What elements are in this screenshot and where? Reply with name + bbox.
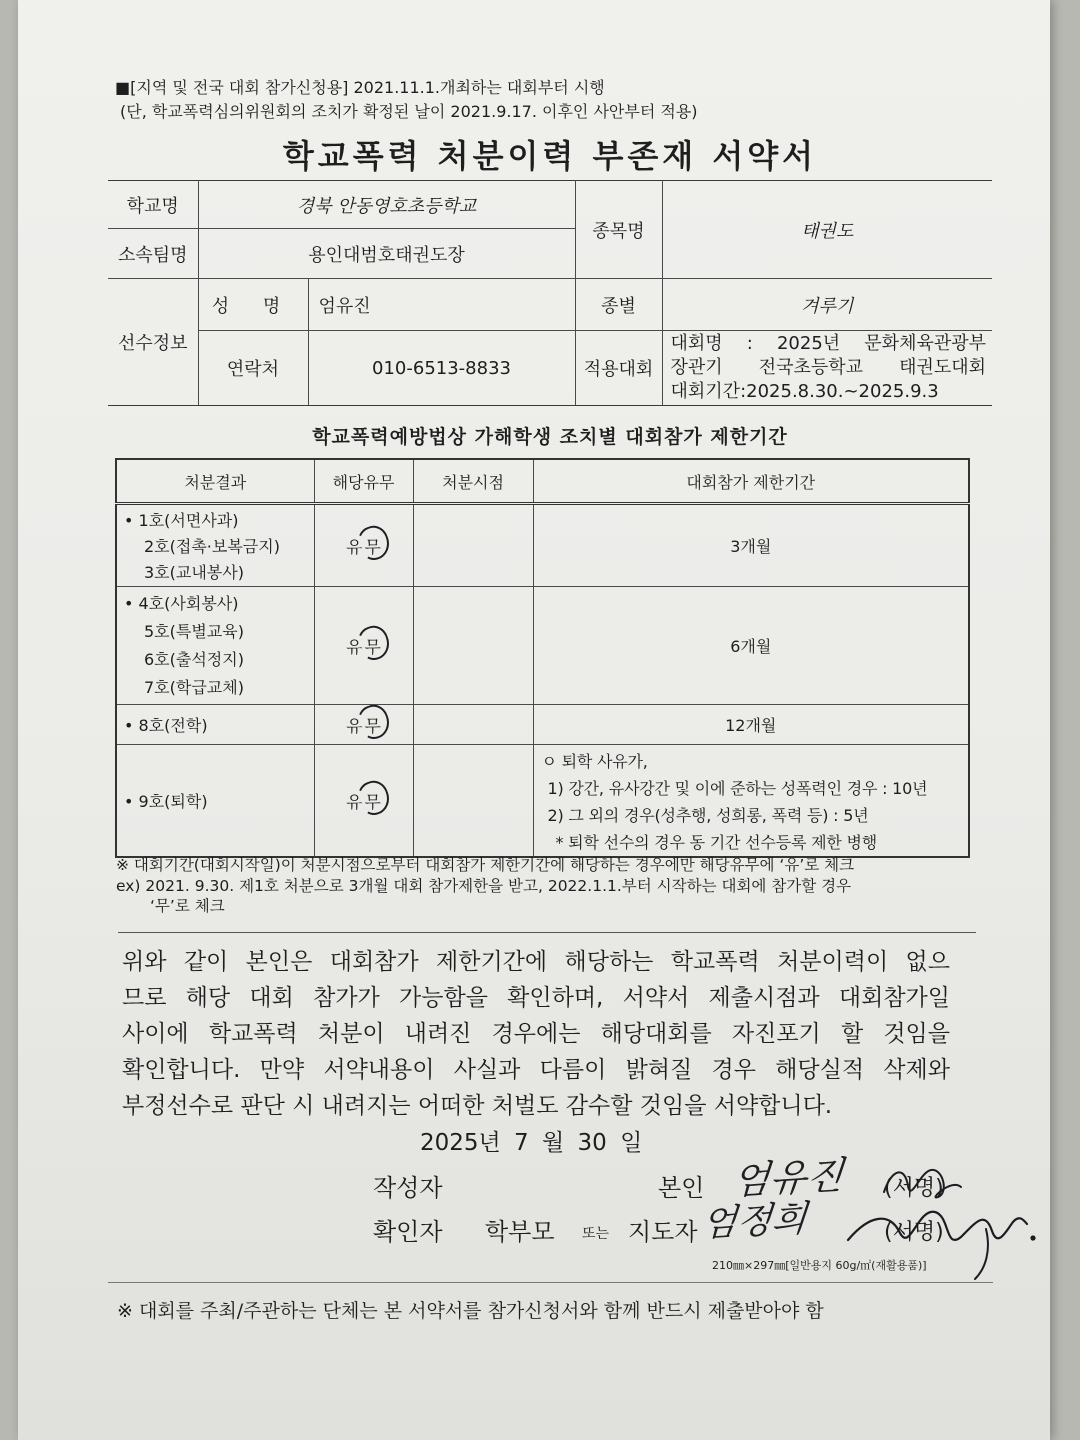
contact-label: 연락처 <box>198 331 308 406</box>
option-yes: 유 <box>346 717 363 737</box>
applicable-options <box>314 587 413 705</box>
table-header-row <box>116 459 969 504</box>
confirmer-label: 확인자 <box>373 1218 443 1246</box>
header-disposition-result: 처분결과 <box>116 459 314 504</box>
selection-circle-mark <box>353 705 394 744</box>
sport-value: 태권도 <box>662 181 992 279</box>
table-row <box>116 705 969 745</box>
parent-label: 학부모 <box>485 1218 555 1246</box>
header-applicable: 해당유무 <box>314 459 413 504</box>
pledge-line: 확인합니다. 만약 서약내용이 사실과 다름이 밝혀질 경우 해당실적 삭제와 <box>122 1057 950 1083</box>
footer-note: ※ 대회를 주최/주관하는 단체는 본 서약서를 참가신청서와 함께 반드시 제출받아야 함 <box>117 1300 824 1322</box>
author-label: 작성자 <box>373 1174 443 1202</box>
table-row <box>108 331 992 406</box>
detail-line: 2) 그 외의 경우(성추행, 성희롱, 폭력 등) : 5년 <box>547 806 869 825</box>
sport-label: 종목명 <box>575 181 662 279</box>
form-bottom-rule <box>108 1282 993 1283</box>
restriction-table <box>115 458 970 858</box>
disposition-time-cell <box>413 587 533 705</box>
option-no: 무 <box>364 533 382 558</box>
division-label: 종별 <box>575 279 662 331</box>
detail-line: ㅇ 퇴학 사유가, <box>541 752 648 771</box>
school-value: 경북 안동영호초등학교 <box>198 181 575 229</box>
restriction-period: 12개월 <box>533 705 969 745</box>
applicant-info-table <box>108 180 992 406</box>
option-no: 무 <box>364 712 382 737</box>
disposition-items <box>116 705 314 745</box>
self-handwritten-name: 엄유진 <box>730 1153 846 1203</box>
competition-label: 적용대회 <box>575 331 662 406</box>
confirmer-handwritten-name: 엄정희 <box>699 1198 809 1245</box>
competition-line: 장관기 전국초등학교 태권도대회 <box>670 357 987 378</box>
restriction-period: 3개월 <box>533 504 969 587</box>
team-value: 용인대범호태권도장 <box>198 229 575 279</box>
list-item: 2호(접촉·보복금지) <box>144 537 280 556</box>
restriction-section-title: 학교폭력예방법상 가해학생 조치별 대회참가 제한기간 <box>312 426 788 448</box>
disposition-items <box>116 745 314 858</box>
table-row <box>116 587 969 705</box>
disposition-items <box>116 587 314 705</box>
competition-value <box>662 331 992 406</box>
paper-spec: 210㎜×297㎜[일반용지 60g/㎡(재활용품)] <box>712 1259 927 1272</box>
list-item: • 9호(퇴학) <box>124 792 208 811</box>
header-notice-line-1: ■[지역 및 전국 대회 참가신청용] 2021.11.1.개최하는 대회부터 시행 <box>115 78 605 97</box>
list-item: 5호(특별교육) <box>144 622 244 641</box>
applicable-options <box>314 745 413 858</box>
disposition-items <box>116 504 314 587</box>
competition-line: 대회명 : 2025년 문화체육관광부 <box>670 333 987 354</box>
table-row <box>108 279 992 331</box>
page-title: 학교폭력 처분이력 부존재 서약서 <box>282 137 818 175</box>
contact-value: 010-6513-8833 <box>308 331 575 406</box>
list-item: • 4호(사회봉사) <box>124 594 239 613</box>
pledge-line: 사이에 학교폭력 처분이 내려진 경우에는 해당대회를 자진포기 할 것임을 <box>122 1021 950 1047</box>
table-row <box>116 745 969 858</box>
header-disposition-time: 처분시점 <box>413 459 533 504</box>
self-label: 본인 <box>658 1174 705 1202</box>
list-item: 3호(교내봉사) <box>144 563 244 582</box>
pledge-line: 위와 같이 본인은 대회참가 제한기간에 해당하는 학교폭력 처분이력이 없으 <box>122 949 950 975</box>
table-row <box>116 504 969 587</box>
pledge-line: 부정선수로 판단 시 내려지는 어떠한 처벌도 감수할 것임을 서약합니다. <box>122 1093 833 1119</box>
or-label: 또는 <box>582 1226 610 1242</box>
list-item: • 8호(전학) <box>124 716 208 735</box>
option-no: 무 <box>364 788 382 813</box>
competition-period: 대회기간:2025.8.30.~2025.9.3 <box>670 381 939 402</box>
detail-line: * 퇴학 선수의 경우 동 기간 선수등록 제한 병행 <box>555 833 877 852</box>
pledge-date: 2025년 7 월 30 일 <box>420 1130 643 1156</box>
self-sign-label: (서명) <box>884 1176 944 1201</box>
team-label: 소속팀명 <box>108 229 198 279</box>
header-notice-line-2: (단, 학교폭력심의위원회의 조치가 확정된 날이 2021.9.17. 이후인 사안부터 적용) <box>120 102 698 121</box>
detail-line: 1) 강간, 유사강간 및 이에 준하는 성폭력인 경우 : 10년 <box>547 779 928 798</box>
list-item: • 1호(서면사과) <box>124 511 239 530</box>
note-example-line: ex) 2021. 9.30. 제1호 처분으로 3개월 대회 참가제한을 받고, 2022.1.1.부터 시작하는 대회에 참가할 경우 <box>116 877 852 895</box>
option-no: 무 <box>364 633 382 658</box>
note-example-line: ‘무’로 체크 <box>150 897 225 915</box>
list-item: 6호(출석정지) <box>144 650 244 669</box>
disposition-time-cell <box>413 705 533 745</box>
expulsion-restriction-details <box>533 745 969 858</box>
option-yes: 유 <box>346 538 363 558</box>
restriction-period: 6개월 <box>533 587 969 705</box>
table-row <box>108 181 992 229</box>
confirmer-sign-label: (서명) <box>884 1220 944 1245</box>
name-label <box>198 279 308 331</box>
disposition-time-cell <box>413 504 533 587</box>
name-value: 엄유진 <box>308 279 575 331</box>
list-item: 7호(학급교체) <box>144 678 244 697</box>
applicable-options <box>314 504 413 587</box>
option-yes: 유 <box>346 793 363 813</box>
school-label: 학교명 <box>108 181 198 229</box>
header-restriction-period: 대회참가 제한기간 <box>533 459 969 504</box>
disposition-time-cell <box>413 745 533 858</box>
note-line: ※ 대회기간(대회시작일)이 처분시점으로부터 대회참가 제한기간에 해당하는 경우에만 해당유무에 ‘유’로 체크 <box>116 856 855 874</box>
applicable-options <box>314 705 413 745</box>
pledge-line: 므로 해당 대회 참가가 가능함을 확인하며, 서약서 제출시점과 대회참가일 <box>122 985 950 1011</box>
division-value: 겨루기 <box>662 279 992 331</box>
name-label-text: 성 명 <box>211 295 295 317</box>
option-yes: 유 <box>346 638 363 658</box>
pledge-paragraph <box>122 944 950 1124</box>
section-divider <box>118 932 976 933</box>
player-info-label: 선수정보 <box>108 279 198 406</box>
coach-label: 지도자 <box>628 1218 698 1246</box>
